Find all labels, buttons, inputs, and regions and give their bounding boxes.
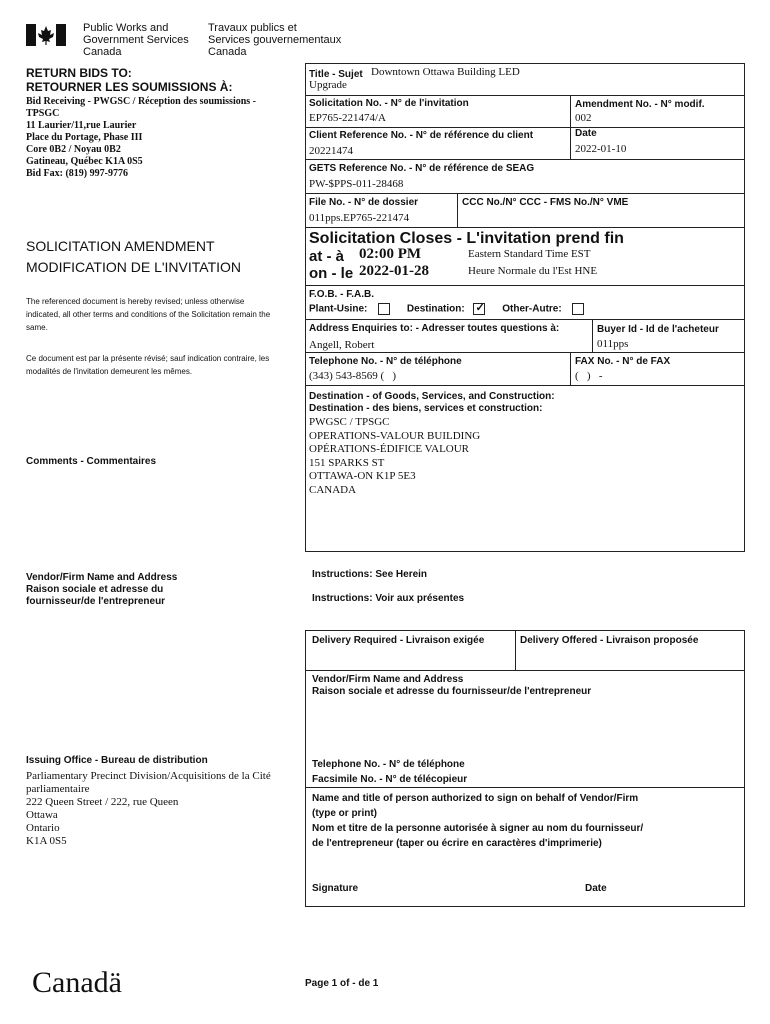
closes-on-label: on - le xyxy=(309,265,354,282)
comments-label: Comments - Commentaires xyxy=(26,456,157,467)
signature-date-label: Date xyxy=(585,883,607,894)
timezone-fr: Heure Normale du l'Est HNE xyxy=(468,265,598,277)
department-name-en: Public Works and Government Services Canada xyxy=(83,22,189,58)
vendor-name-label: Vendor/Firm Name and Address Raison sociale et adresse du fournisseur/de l'entrepreneur xyxy=(312,674,592,697)
solicitation-value: EP765-221474/A xyxy=(309,112,386,124)
amendment-title: SOLICITATION AMENDMENT MODIFICATION DE L'INVITATION xyxy=(26,238,242,275)
gets-value: PW-$PPS-011-28468 xyxy=(309,178,404,190)
vendor-fax-label: Facsimile No. - N° de télécopieur xyxy=(312,774,468,785)
client-ref-label: Client Reference No. - N° de référence du client xyxy=(309,130,534,141)
fax-value: ( ) - xyxy=(575,370,603,382)
file-label: File No. - N° de dossier xyxy=(309,197,419,208)
ccc-label: CCC No./N° CCC - FMS No./N° VME xyxy=(462,197,629,208)
buyer-label: Buyer Id - Id de l'acheteur xyxy=(597,324,719,335)
title-value-2: Upgrade xyxy=(309,79,347,91)
closes-title: Solicitation Closes - L'invitation prend fin xyxy=(309,230,624,247)
closes-at-value: 02:00 PM xyxy=(359,246,422,262)
signature-label: Signature xyxy=(312,883,359,894)
instructions-fr: Instructions: Voir aux présentes xyxy=(312,593,465,604)
buyer-value: 011pps xyxy=(597,338,629,350)
telephone-value: (343) 543-8569 ( ) xyxy=(309,370,397,382)
closes-on-value: 2022-01-28 xyxy=(359,263,429,279)
destination-address: PWGSC / TPSGC OPERATIONS-VALOUR BUILDING OPÉRATIONS-ÉDIFICE VALOUR 151 SPARKS ST OTTAWA-ON K1P 5E3 CANADA xyxy=(309,416,481,496)
amendment-text-en: The referenced document is hereby revised; unless otherwise indicated, all other terms and conditions of the Solicitation remain the same. xyxy=(26,297,271,332)
timezone-en: Eastern Standard Time EST xyxy=(468,248,591,260)
check-mark-icon: ✓ xyxy=(475,302,485,314)
issuing-office-label: Issuing Office - Bureau de distribution xyxy=(26,755,208,766)
address-enquiries-value: Angell, Robert xyxy=(309,339,375,351)
amendment-label: Amendment No. - N° modif. xyxy=(575,99,705,110)
destination-checkbox[interactable] xyxy=(473,303,485,315)
plant-checkbox[interactable] xyxy=(378,303,390,315)
delivery-offered-label: Delivery Offered - Livraison proposée xyxy=(520,635,699,646)
canada-flag-icon xyxy=(26,24,66,46)
date-label: Date xyxy=(575,128,597,139)
vendor-telephone-label: Telephone No. - N° de téléphone xyxy=(312,759,465,770)
closes-at-label: at - à xyxy=(309,248,345,265)
delivery-required-label: Delivery Required - Livraison exigée xyxy=(312,635,485,646)
authorized-person-label: Name and title of person authorized to sign on behalf of Vendor/Firm (type or print) Nom et titre de la personne autorisée à signer au nom du fournisseur/ de l'entrepreneur (taper ou écrire en caractères d'imprimerie) xyxy=(312,793,644,849)
page-number: Page 1 of - de 1 xyxy=(305,978,379,989)
fax-label: FAX No. - N° de FAX xyxy=(575,356,671,367)
destination-label: Destination: xyxy=(406,303,465,315)
plant-label: Plant-Usine: xyxy=(309,303,368,315)
return-bids-address: Bid Receiving - PWGSC / Réception des soumissions - TPSGC 11 Laurier/11,rue Laurier Place du Portage, Phase III Core 0B2 / Noyau 0B2 Gatineau, Québec K1A 0S5 Bid Fax: (819) 997-9776 xyxy=(26,96,257,179)
instructions-en: Instructions: See Herein xyxy=(312,569,428,580)
amendment-text-fr: Ce document est par la présente révisé; sauf indication contraire, les modalités de l'invitation demeurent les mêmes. xyxy=(26,354,270,376)
fob-options xyxy=(309,303,584,316)
title-label: Title - Sujet xyxy=(309,69,363,80)
other-label: Other-Autre: xyxy=(502,303,562,315)
amendment-value: 002 xyxy=(575,112,592,124)
return-bids-title: RETURN BIDS TO: RETOURNER LES SOUMISSIONS À: xyxy=(26,66,233,94)
other-checkbox[interactable] xyxy=(572,303,584,315)
telephone-label: Telephone No. - N° de téléphone xyxy=(309,356,462,367)
date-value: 2022-01-10 xyxy=(575,143,627,155)
fob-label: F.O.B. - F.A.B. xyxy=(309,289,374,300)
title-value-1: Downtown Ottawa Building LED xyxy=(371,66,520,78)
destination-goods-label: Destination - of Goods, Services, and Construction: Destination - des biens, services et construction: xyxy=(309,391,555,414)
canada-wordmark: Canadä xyxy=(32,966,122,999)
client-ref-value: 20221474 xyxy=(309,145,353,157)
file-value: 011pps.EP765-221474 xyxy=(309,212,410,224)
issuing-office-address: Parliamentary Precinct Division/Acquisitions de la Cité parliamentaire 222 Queen Street / 222, rue Queen Ottawa Ontario K1A 0S5 xyxy=(26,770,271,847)
gets-label: GETS Reference No. - N° de référence de SEAG xyxy=(309,163,535,174)
department-name-fr: Travaux publics et Services gouvernementaux Canada xyxy=(208,22,342,58)
solicitation-label: Solicitation No. - N° de l'invitation xyxy=(309,98,469,109)
vendor-left-label: Vendor/Firm Name and Address Raison sociale et adresse du fournisseur/de l'entrepreneur xyxy=(26,572,178,607)
address-enquiries-label: Address Enquiries to: - Adresser toutes questions à: xyxy=(309,323,560,334)
